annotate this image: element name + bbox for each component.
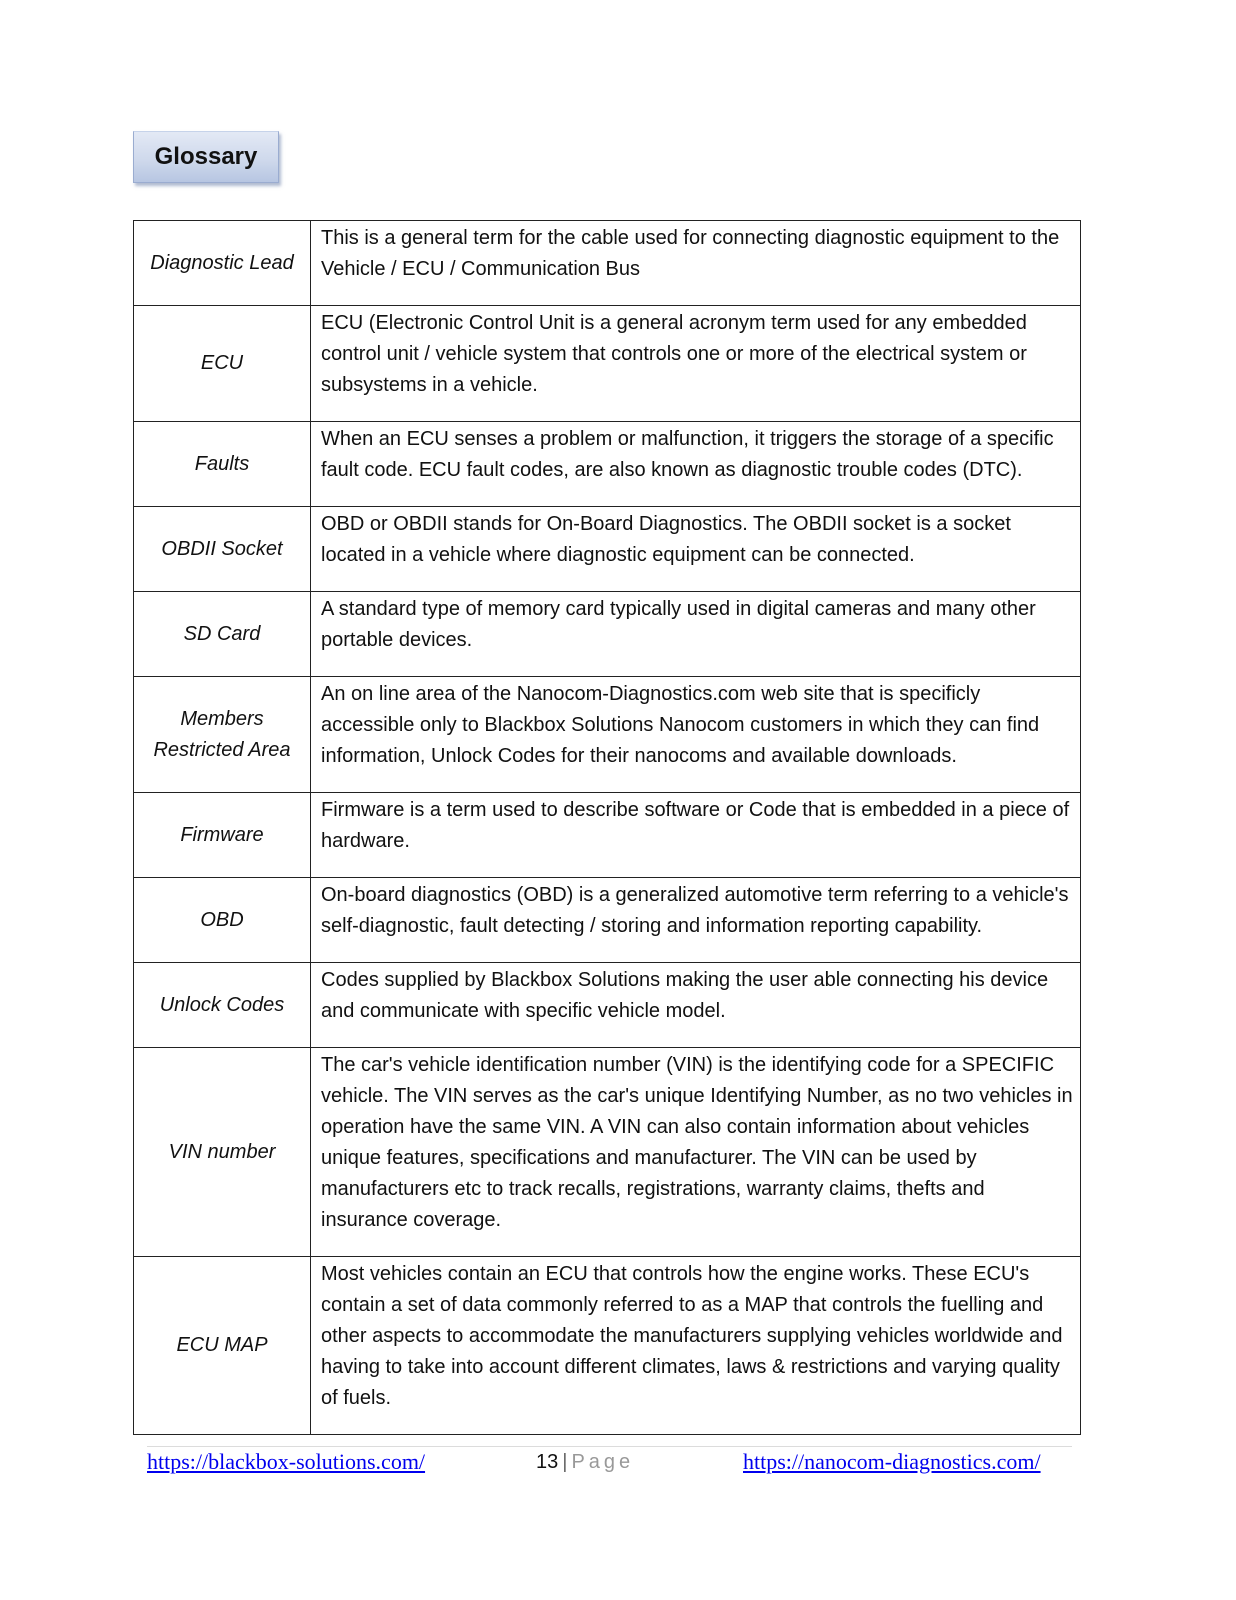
term-cell: SD Card bbox=[134, 592, 311, 677]
definition-cell: ECU (Electronic Control Unit is a general acronym term used for any embedded control unit / vehicle system that controls one or more of the electrical system or subsystems in a vehicle. bbox=[311, 306, 1081, 422]
term-cell: Unlock Codes bbox=[134, 963, 311, 1048]
page-number: 13 bbox=[536, 1451, 559, 1473]
term-cell: Faults bbox=[134, 422, 311, 507]
glossary-heading: Glossary bbox=[133, 131, 279, 183]
table-row bbox=[134, 878, 1081, 963]
blackbox-solutions-link[interactable]: https://blackbox-solutions.com/ bbox=[147, 1449, 426, 1474]
definition-cell: The car's vehicle identification number (VIN) is the identifying code for a SPECIFIC vehicle. The VIN serves as the car's unique Identifying Number, as no two vehicles in operation have the same VIN. A VIN can also contain information about vehicles unique features, specifications and manufacturer. The VIN can be used by manufacturers etc to track recalls, registrations, warranty claims, thefts and insurance coverage. bbox=[311, 1048, 1081, 1257]
table-row bbox=[134, 1257, 1081, 1435]
glossary-table bbox=[133, 220, 1081, 1435]
table-row bbox=[134, 793, 1081, 878]
table-row bbox=[134, 306, 1081, 422]
definition-cell: Firmware is a term used to describe software or Code that is embedded in a piece of hardware. bbox=[311, 793, 1081, 878]
definition-cell: This is a general term for the cable used for connecting diagnostic equipment to the Vehicle / ECU / Communication Bus bbox=[311, 221, 1081, 306]
definition-cell: Codes supplied by Blackbox Solutions making the user able connecting his device and communicate with specific vehicle model. bbox=[311, 963, 1081, 1048]
table-row bbox=[134, 221, 1081, 306]
term-cell: Members Restricted Area bbox=[134, 677, 311, 793]
term-cell: Firmware bbox=[134, 793, 311, 878]
term-cell: OBDII Socket bbox=[134, 507, 311, 592]
table-row bbox=[134, 963, 1081, 1048]
definition-cell: When an ECU senses a problem or malfunction, it triggers the storage of a specific fault code. ECU fault codes, are also known as diagnostic trouble codes (DTC). bbox=[311, 422, 1081, 507]
definition-cell: A standard type of memory card typically used in digital cameras and many other portable devices. bbox=[311, 592, 1081, 677]
table-row bbox=[134, 677, 1081, 793]
table-row bbox=[134, 507, 1081, 592]
term-cell: Diagnostic Lead bbox=[134, 221, 311, 306]
term-cell: OBD bbox=[134, 878, 311, 963]
definition-cell: On-board diagnostics (OBD) is a generalized automotive term referring to a vehicle's self-diagnostic, fault detecting / storing and information reporting capability. bbox=[311, 878, 1081, 963]
footer-right bbox=[743, 1446, 1041, 1478]
term-cell: ECU bbox=[134, 306, 311, 422]
nanocom-diagnostics-link[interactable]: https://nanocom-diagnostics.com/ bbox=[743, 1449, 1041, 1474]
term-cell: ECU MAP bbox=[134, 1257, 311, 1435]
definition-cell: OBD or OBDII stands for On-Board Diagnostics. The OBDII socket is a socket located in a vehicle where diagnostic equipment can be connected. bbox=[311, 507, 1081, 592]
term-cell: VIN number bbox=[134, 1048, 311, 1257]
page-separator: | bbox=[562, 1451, 568, 1473]
table-row bbox=[134, 1048, 1081, 1257]
page-label: Page bbox=[571, 1451, 635, 1473]
definition-cell: An on line area of the Nanocom-Diagnostics.com web site that is specificly accessible only to Blackbox Solutions Nanocom customers in which they can find information, Unlock Codes for their nanocoms and available downloads. bbox=[311, 677, 1081, 793]
table-row bbox=[134, 422, 1081, 507]
page-number-block bbox=[536, 1446, 634, 1478]
footer-left bbox=[147, 1446, 425, 1478]
table-row bbox=[134, 592, 1081, 677]
definition-cell: Most vehicles contain an ECU that controls how the engine works. These ECU's contain a set of data commonly referred to as a MAP that controls the fuelling and other aspects to accommodate the manufacturers supplying vehicles worldwide and having to take into account different climates, laws & restrictions and varying quality of fuels. bbox=[311, 1257, 1081, 1435]
